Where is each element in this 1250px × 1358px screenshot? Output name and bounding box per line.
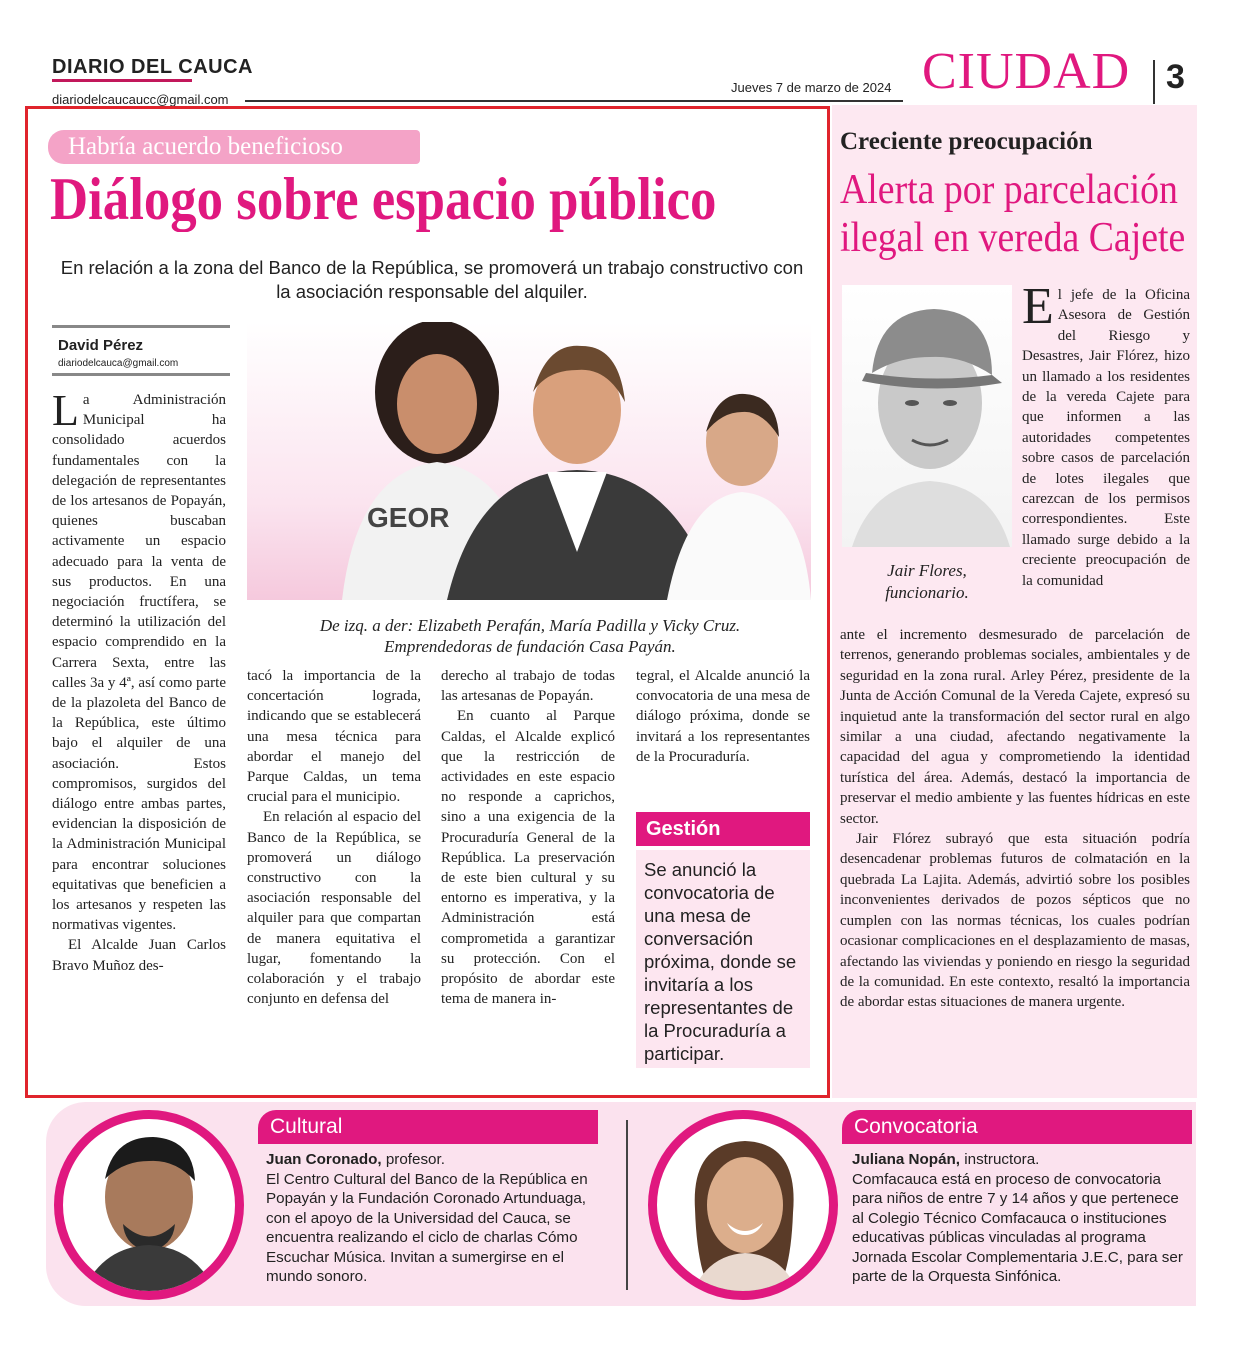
newspaper-brand: DIARIO DEL CAUCA [52, 56, 253, 78]
portrait-bubble-right [648, 1110, 838, 1300]
section-title: CIUDAD [922, 43, 1131, 100]
svg-text:GEOR: GEOR [367, 502, 450, 533]
cultural-tag: Cultural [258, 1110, 598, 1144]
byline-email: diariodelcauca@gmail.com [58, 358, 179, 369]
cultural-brief-text: El Centro Cultural del Banco de la República en Popayán y la Fundación Coronado Artunduaga, con el apoyo de la Universidad del Cauca, se encuentra realizando el ciclo de charlas Cómo Escuchar Música. Invitan a sumergirse en el mundo sonoro. [266, 1170, 588, 1285]
byline-rule-top [52, 325, 230, 328]
sidebar-caption-line-1: Jair Flores, [887, 561, 967, 580]
cultural-brief [266, 1150, 602, 1287]
convocatoria-person-role: instructora. [960, 1151, 1040, 1168]
convocatoria-brief [852, 1150, 1188, 1287]
article-kicker: Habría acuerdo beneficioso [48, 130, 420, 164]
sidebar-drop-cap: E [1022, 278, 1054, 335]
article-paragraph: derecho al trabajo de todas las artesanas de Popayán. [441, 668, 615, 705]
article-headline: Diálogo sobre espacio público [50, 166, 717, 232]
header-rule [245, 100, 903, 102]
article-deck: En relación a la zona del Banco de la República, se promoverá un trabajo constructivo con la asociación responsable del alquiler. [60, 257, 804, 302]
sidebar-paragraph: Jair Flórez subrayó que esta situación podría desencadenar problemas futuros de colmatación en la quebrada La Lajita. Además, advirtió sobre los posibles inconvenientes derivados de pozos sépticos que no cumplen con las normas técnicas, los cuales podrían ocasionar complicaciones en el desplazamiento de masas, afectando las viviendas y poniendo en riesgo la seguridad de la comunidad. En este contexto, resaltó la importancia de abordar estas situaciones de manera urgente. [840, 831, 1190, 1011]
article-column-3 [441, 666, 615, 1009]
sidebar-column-bottom [840, 625, 1190, 1013]
byline-rule-bottom [52, 373, 230, 376]
drop-cap: L [52, 386, 79, 435]
sidebar-caption-line-2: funcionario. [885, 583, 969, 602]
sidebar-paragraph [1022, 278, 1190, 591]
cultural-person-name: Juan Coronado, [266, 1151, 382, 1168]
paragraph-text: a Administración Municipal ha consolidado acuerdos fundamentales con la delegación de representantes de los artesanos de Popayán, quienes buscaban activamente un espacio adecuado para la venta de sus productos. En una negociación fructífera, se determinó la utilización del espacio comprendido en la Carrera Sexta, entre las calles 3a y 4ª, así como parte de la plazoleta del Banco de la República, este último bajo el alquiler de una asociación. Estos compromisos, surgidos del diálogo entre ambas partes, evidencian la disposición de la Administración Municipal para encontrar soluciones equitativas que beneficien a los artesanos y respeten las normativas vigentes. [52, 392, 226, 934]
newspaper-email: diariodelcaucaucc@gmail.com [52, 92, 229, 107]
sidebar-column-top [1022, 278, 1190, 591]
convocatoria-person-name: Juliana Nopán, [852, 1151, 961, 1168]
brand-underline [52, 79, 192, 82]
section-divider [1153, 60, 1155, 104]
page-number: 3 [1166, 58, 1185, 96]
article-paragraph: El Alcalde Juan Carlos Bravo Muñoz des- [52, 937, 226, 974]
sidebar-paragraph: ante el incremento desmesurado de parcelación de terrenos, generando problemas sociales, ambientales y de seguridad en la zona rural. Arley Pérez, presidente de la Junta de Acción Comunal de la Vereda Cajete, expresó su inquietud ante la transformación del sector rural en algo similar a una ciudad, afectando negativamente la capacidad del agua y comprometiendo la identidad turística del área. Además, destacó la importancia de preservar el medio ambiente y las fuentes hídricas en este sector. [840, 627, 1190, 827]
portrait-bubble-left [54, 1110, 244, 1300]
photo-caption-line-1: De izq. a der: Elizabeth Perafán, María Padilla y Vicky Cruz. [319, 616, 741, 635]
bottom-band-divider [626, 1120, 628, 1290]
byline-author: David Pérez [58, 337, 144, 354]
portrait-illustration-right [657, 1119, 829, 1291]
highlight-box-text: Se anunció la convocatoria de una mesa de conversación próxima, donde se invitaría a los representantes de la Procuraduría a participar. [636, 850, 810, 1068]
highlight-box-title: Gestión [636, 812, 810, 846]
sidebar-kicker: Creciente preocupación [840, 128, 1093, 155]
article-paragraph: tacó la importancia de la concertación lograda, indicando que se establecerá una mesa técnica para abordar el manejo del Parque Caldas, un tema crucial para el municipio. [247, 668, 421, 806]
sidebar-photo-illustration [842, 285, 1012, 547]
issue-date: Jueves 7 de marzo de 2024 [731, 80, 892, 95]
article-column-2 [247, 666, 421, 1009]
photo-caption [250, 615, 810, 657]
sidebar-photo-caption [842, 560, 1012, 604]
cultural-person-role: profesor. [381, 1151, 445, 1168]
portrait-illustration-left [63, 1119, 235, 1291]
sidebar-headline: Alerta por parcelación ilegal en vereda Cajete [840, 167, 1186, 261]
sidebar-paragraph-text: l jefe de la Oficina Asesora de Gestión del Riesgo y Desastres, Jair Flórez, hizo un llamado a los residentes de la vereda Cajete para que informen a las autoridades competentes sobre casos de parcelación de lotes ilegales que carezcan de los permisos correspondientes. Este llamado surge debido a la creciente preocupación de la comunidad [1022, 287, 1190, 589]
article-paragraph [52, 386, 226, 935]
article-photo-illustration [247, 322, 811, 600]
convocatoria-brief-text: Comfacauca está en proceso de convocatoria para niños de entre 7 y 14 años y que pertenece al Colegio Técnico Comfacauca o instituciones educativas públicas vinculadas al programa Jornada Escolar Complementaria J.E.C, para ser parte de la Orquesta Sinfónica. [852, 1170, 1183, 1285]
article-column-1 [52, 386, 226, 976]
article-column-4 [636, 666, 810, 767]
article-photo [247, 322, 811, 600]
photo-caption-line-2: Emprendedoras de fundación Casa Payán. [384, 637, 676, 656]
article-paragraph: En cuanto al Parque Caldas, el Alcalde explicó que la restricción de actividades en este espacio no responde a caprichos, sino a una exigencia de la Procuraduría General de la República. La preservación de este bien cultural y su entorno es imperativa, y la Administración está comprometida a garantizar su protección. Con el propósito de abordar este tema de manera in- [441, 708, 615, 1008]
article-paragraph: En relación al espacio del Banco de la República, se promoverá un diálogo constructivo con la asociación responsable del alquiler para que compartan de manera equitativa el lugar, fomentando la colaboración y el trabajo conjunto en defensa del [247, 809, 421, 1008]
article-paragraph: tegral, el Alcalde anunció la convocatoria de una mesa de diálogo próxima, donde se invitará a los representantes de la Procuraduría. [636, 668, 810, 765]
sidebar-photo [842, 285, 1012, 547]
convocatoria-tag: Convocatoria [842, 1110, 1192, 1144]
